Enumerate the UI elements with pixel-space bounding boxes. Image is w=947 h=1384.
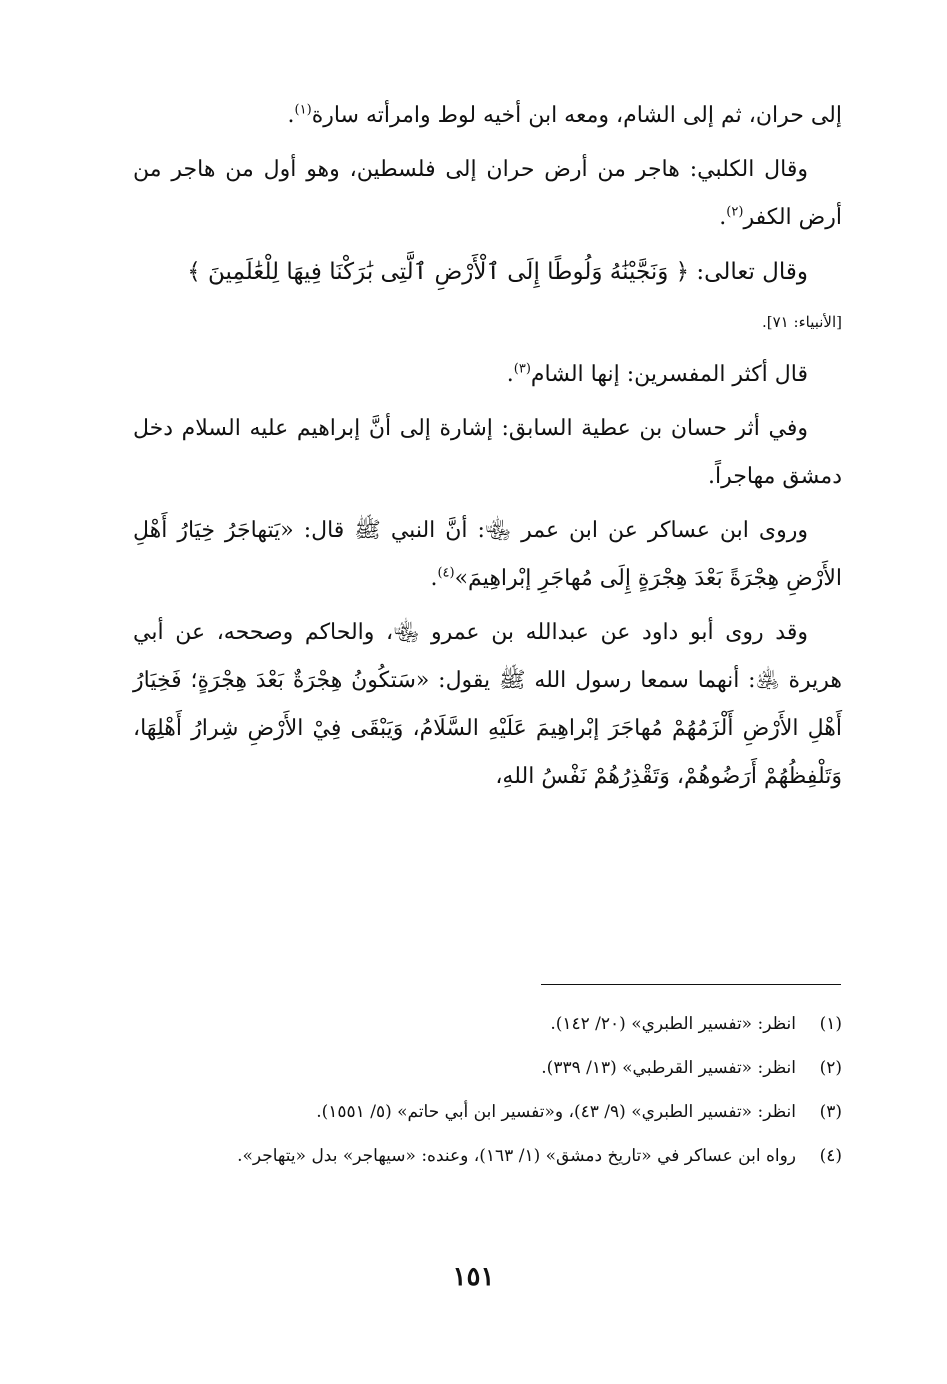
footnote-ref-4[interactable]: (٤) bbox=[437, 565, 455, 581]
footnote-text: انظر: «تفسير الطبري» (٩/ ٤٣)، و«تفسير ابن أبي حاتم» (٥/ ١٥٥١). bbox=[316, 1102, 796, 1122]
footnote-text: رواه ابن عساكر في «تاريخ دمشق» (١/ ١٦٣)، وعنده: «سيهاجر» بدل «يتهاجر». bbox=[237, 1146, 796, 1166]
paragraph-4: قال أكثر المفسرين: إنها الشام$^{(٣)}$. bbox=[506, 361, 808, 387]
main-text bbox=[133, 92, 842, 807]
footnote-2 bbox=[133, 1046, 842, 1090]
paragraph-7: وقد روى أبو داود عن عبدالله بن عمرو ﵄، والحاكم وصححه، عن أبي هريرة ﵁: أنهما سمعا رسول الله ﷺ يقول: «سَتكُونُ هِجْرَةٌ بَعْدَ هِجْرَةٍ؛ فَخِيَارُ أَهْلِ الأَرْضِ أَلْزَمُهُمْ مُهاجَرَ إبْراهِيمَ عَلَيْهِ السَّلَامُ، وَيَبْقَى فِيْ الأَرْضِ شِرارُ أَهْلِهَا، وَتَلْفِظُهُمْ أَرَضُوهُمْ، وَتَقْذِرُهُمْ نَفْسُ اللهِ، bbox=[133, 620, 842, 789]
paragraph-6: وروى ابن عساكر عن ابن عمر ﵄: أنَّ النبي ﷺ قال: «يَتهاجَرُ خِيَارُ أَهْلِ الأَرْضِ هِجْرَةً بَعْدَ هِجْرَةٍ إِلَى مُهاجَرِ إبْراهِيمَ»$^{(٤)}$. bbox=[133, 518, 842, 591]
page-number: ١٥١ bbox=[452, 1262, 495, 1292]
footnote-ref-2[interactable]: (٢) bbox=[726, 204, 744, 220]
footnote-number: (٢) bbox=[819, 1058, 842, 1078]
footnote-text: انظر: «تفسير القرطبي» (١٣/ ٣٣٩). bbox=[541, 1058, 796, 1078]
footnote-1 bbox=[133, 1002, 842, 1046]
paragraph-2: وقال الكلبي: هاجر من أرض حران إلى فلسطين، وهو أول من هاجر من أرض الكفر$^{(٢)}$. bbox=[133, 157, 842, 230]
footnote-number: (٤) bbox=[819, 1146, 842, 1166]
footnote-divider bbox=[541, 984, 841, 985]
verse-reference: [الأنبياء: ٧١]. bbox=[762, 313, 842, 331]
footnote-text: انظر: «تفسير الطبري» (٢٠/ ١٤٢). bbox=[550, 1014, 796, 1034]
footnote-4 bbox=[133, 1134, 842, 1178]
footnote-ref-3[interactable]: (٣) bbox=[513, 361, 531, 377]
footnotes bbox=[133, 1002, 842, 1178]
quran-verse: وقال تعالى: ﴿ وَنَجَّيْنَٰهُ وَلُوطًا إِلَى ٱلْأَرْضِ ٱلَّتِى بَٰرَكْنَا فِيهَا لِلْعَٰلَمِينَ ﴾ bbox=[187, 259, 808, 285]
footnote-number: (١) bbox=[819, 1014, 842, 1034]
paragraph-3-quran-verse bbox=[133, 248, 842, 345]
paragraph-5: وفي أثر حسان بن عطية السابق: إشارة إلى أنَّ إبراهيم عليه السلام دخل دمشق مهاجراً. bbox=[133, 416, 842, 489]
footnote-ref-1[interactable]: (١) bbox=[294, 102, 312, 118]
footnote-3 bbox=[133, 1090, 842, 1134]
paragraph-1: إلى حران، ثم إلى الشام، ومعه ابن أخيه لوط وامرأته سارة$^{(١)}$. bbox=[287, 102, 842, 128]
footnote-number: (٣) bbox=[819, 1102, 842, 1122]
